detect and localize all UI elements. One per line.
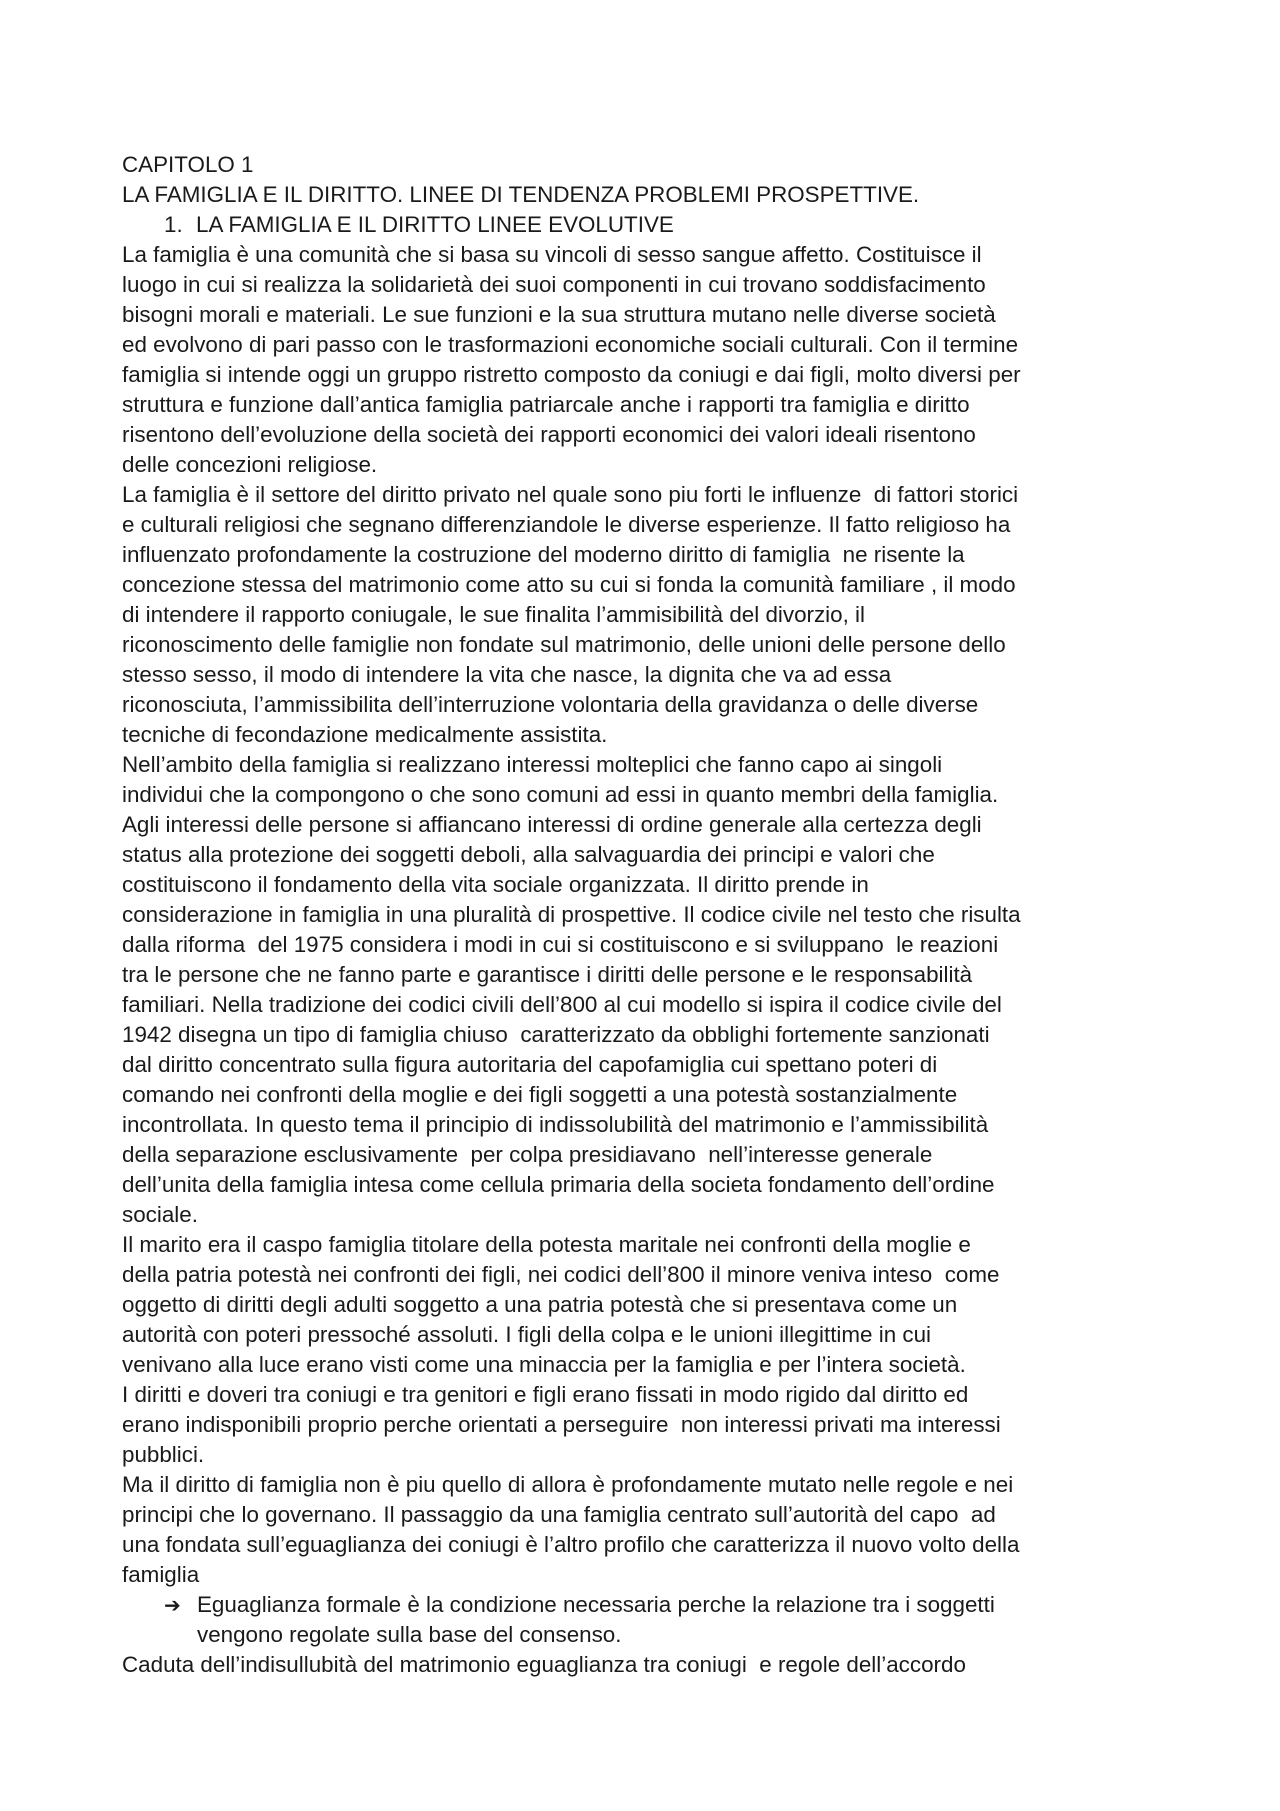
text-line: tecniche di fecondazione medicalmente assistita. <box>122 722 608 747</box>
text-line: riconosciuta, l’ammissibilita dell’interruzione volontaria della gravidanza o delle diverse <box>122 692 979 717</box>
text-line: della patria potestà nei confronti dei figli, nei codici dell’800 il minore veniva inteso come <box>122 1262 1000 1287</box>
text-line: della separazione esclusivamente per colpa presidiavano nell’interesse generale <box>122 1142 933 1167</box>
text-line: autorità con poteri pressoché assoluti. I figli della colpa e le unioni illegittime in cui <box>122 1322 931 1347</box>
text-line: La famiglia è una comunità che si basa su vincoli di sesso sangue affetto. Costituisce il <box>122 242 982 267</box>
text-line: considerazione in famiglia in una pluralità di prospettive. Il codice civile nel testo che risulta <box>122 902 1021 927</box>
text-line: struttura e funzione dall’antica famiglia patriarcale anche i rapporti tra famiglia e diritto <box>122 392 970 417</box>
section-heading <box>122 210 1174 240</box>
text-line: individui che la compongono o che sono comuni ad essi in quanto membri della famiglia. <box>122 782 999 807</box>
text-line: costituiscono il fondamento della vita sociale organizzata. Il diritto prende in <box>122 872 869 897</box>
text-line: dell’unita della famiglia intesa come cellula primaria della societa fondamento dell’ordine <box>122 1172 995 1197</box>
paragraph-2 <box>122 480 1174 750</box>
text-line: dal diritto concentrato sulla figura autoritaria del capofamiglia cui spettano poteri di <box>122 1052 938 1077</box>
paragraph-1 <box>122 240 1174 480</box>
text-line: delle concezioni religiose. <box>122 452 378 477</box>
paragraph-4 <box>122 1230 1174 1380</box>
bullet-line: Eguaglianza formale è la condizione necessaria perche la relazione tra i soggetti <box>197 1592 995 1617</box>
text-line: Agli interessi delle persone si affiancano interessi di ordine generale alla certezza degli <box>122 812 982 837</box>
text-line: sociale. <box>122 1202 198 1227</box>
text-line: di intendere il rapporto coniugale, le sue finalita l’ammisibilità del divorzio, il <box>122 602 866 627</box>
paragraph-3 <box>122 750 1174 1230</box>
text-line: comando nei confronti della moglie e dei figli soggetti a una potestà sostanzialmente <box>122 1082 958 1107</box>
text-line: Nell’ambito della famiglia si realizzano interessi molteplici che fanno capo ai singoli <box>122 752 943 777</box>
text-line: oggetto di diritti degli adulti soggetto a una patria potestà che si presentava come un <box>122 1292 958 1317</box>
text-line: concezione stessa del matrimonio come atto su cui si fonda la comunità familiare , il modo <box>122 572 1016 597</box>
closing-line: Caduta dell’indisullubità del matrimonio eguaglianza tra coniugi e regole dell’accordo <box>122 1652 966 1677</box>
text-line: e culturali religiosi che segnano differenziandole le diverse esperienze. Il fatto religioso ha <box>122 512 1011 537</box>
text-line: incontrollata. In questo tema il principio di indissolubilità del matrimonio e l’ammissibilità <box>122 1112 989 1137</box>
text-line: I diritti e doveri tra coniugi e tra genitori e figli erano fissati in modo rigido dal diritto ed <box>122 1382 969 1407</box>
text-line: Ma il diritto di famiglia non è piu quello di allora è profondamente mutato nelle regole e nei <box>122 1472 1014 1497</box>
chapter-heading: CAPITOLO 1 <box>122 152 254 177</box>
paragraph-6 <box>122 1470 1174 1590</box>
text-line: stesso sesso, il modo di intendere la vita che nasce, la dignita che va ad essa <box>122 662 892 687</box>
text-line: famiglia <box>122 1562 200 1587</box>
chapter-title: LA FAMIGLIA E IL DIRITTO. LINEE DI TENDENZA PROBLEMI PROSPETTIVE. <box>122 182 920 207</box>
text-line: ed evolvono di pari passo con le trasformazioni economiche sociali culturali. Con il termine <box>122 332 1019 357</box>
text-line: riconoscimento delle famiglie non fondate sul matrimonio, delle unioni delle persone dello <box>122 632 1006 657</box>
document-page <box>122 150 1174 1680</box>
text-line: status alla protezione dei soggetti deboli, alla salvaguardia dei principi e valori che <box>122 842 935 867</box>
text-line: pubblici. <box>122 1442 205 1467</box>
text-line: erano indisponibili proprio perche orientati a perseguire non interessi privati ma interessi <box>122 1412 1001 1437</box>
text-line: principi che lo governano. Il passaggio da una famiglia centrato sull’autorità del capo ad <box>122 1502 996 1527</box>
paragraph-5 <box>122 1380 1174 1470</box>
text-line: luogo in cui si realizza la solidarietà dei suoi componenti in cui trovano soddisfacimento <box>122 272 986 297</box>
text-line: famiglia si intende oggi un gruppo ristretto composto da coniugi e dai figli, molto diversi per <box>122 362 1021 387</box>
text-line: una fondata sull’eguaglianza dei coniugi è l’altro profilo che caratterizza il nuovo volto della <box>122 1532 1020 1557</box>
text-line: Il marito era il caspo famiglia titolare della potesta maritale nei confronti della moglie e <box>122 1232 971 1257</box>
text-line: La famiglia è il settore del diritto privato nel quale sono piu forti le influenze di fattori storici <box>122 482 1019 507</box>
bullet-item <box>122 1590 1174 1650</box>
section-title: LA FAMIGLIA E IL DIRITTO LINEE EVOLUTIVE <box>196 212 674 237</box>
text-line: venivano alla luce erano visti come una minaccia per la famiglia e per l’intera società. <box>122 1352 966 1377</box>
text-line: risentono dell’evoluzione della società dei rapporti economici dei valori ideali risentono <box>122 422 976 447</box>
text-line: 1942 disegna un tipo di famiglia chiuso caratterizzato da obblighi fortemente sanzionati <box>122 1022 990 1047</box>
text-line: influenzato profondamente la costruzione del moderno diritto di famiglia ne risente la <box>122 542 965 567</box>
bullet-line: vengono regolate sulla base del consenso. <box>197 1622 622 1647</box>
text-line: dalla riforma del 1975 considera i modi in cui si costituiscono e si sviluppano le reazioni <box>122 932 999 957</box>
text-line: familiari. Nella tradizione dei codici civili dell’800 al cui modello si ispira il codice civile del <box>122 992 1002 1017</box>
text-line: bisogni morali e materiali. Le sue funzioni e la sua struttura mutano nelle diverse società <box>122 302 996 327</box>
right-arrow-icon: ➔ <box>164 1593 181 1617</box>
text-line: tra le persone che ne fanno parte e garantisce i diritti delle persone e le responsabilità <box>122 962 973 987</box>
section-number: 1. <box>164 212 183 237</box>
